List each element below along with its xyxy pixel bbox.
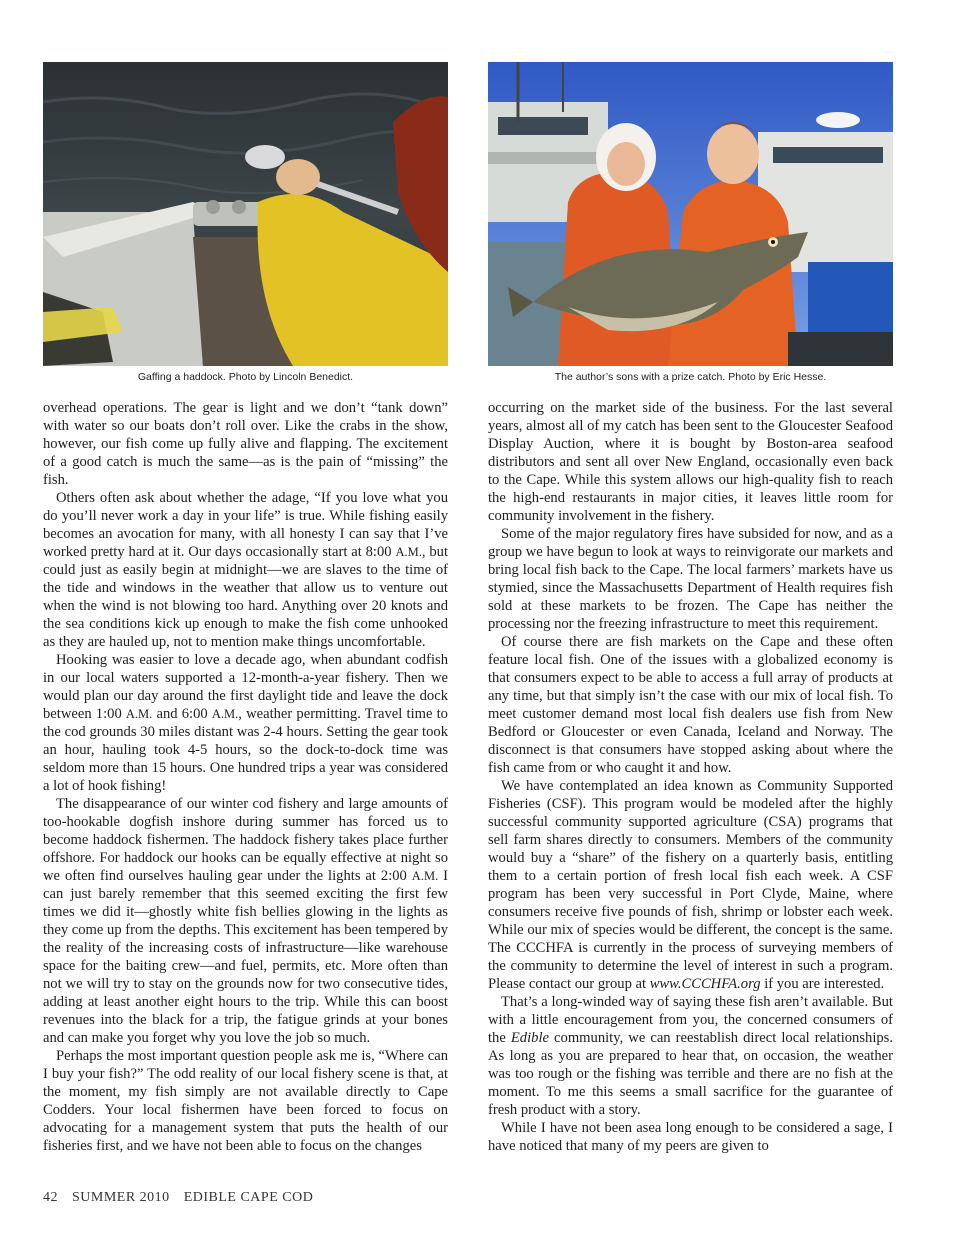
paragraph bbox=[488, 993, 893, 1119]
publication-label: EDIBLE CAPE COD bbox=[183, 1190, 314, 1205]
article-column-right bbox=[488, 399, 893, 1189]
photo-caption-left: Gaffing a haddock. Photo by Lincoln Benedict. bbox=[137, 371, 354, 383]
time-abbrev: A.M. bbox=[395, 545, 422, 559]
page-number: 42 bbox=[43, 1190, 58, 1205]
issue-label: SUMMER 2010 bbox=[72, 1190, 170, 1205]
page-footer bbox=[43, 1190, 327, 1206]
website-url[interactable]: www.CCCHFA.org bbox=[649, 976, 761, 992]
paragraph: occurring on the market side of the business. For the last several years, almost all of my catch has been sent to the Gloucester Seafood Display Auction, where it is bought by Boston-area seafood distributors and sent all over New England, occasionally even back to the Cape. While this system allows our high-quality fish to reach the high-end restaurants in major cities, it leaves little room for community involvement in the fishery. bbox=[488, 400, 893, 524]
time-abbrev: A.M. bbox=[411, 869, 439, 883]
paragraph bbox=[43, 795, 448, 1047]
paragraph-text: The disappearance of our winter cod fishery and large amounts of too-hookable dogfish inshore during summer has forced us to become haddock fishermen. The haddock fishery takes place further offshore. For haddock our hooks can be equally effective at night so we often find ourselves hauling gear under the lights at 2:00 bbox=[43, 796, 448, 884]
photo-gaffing-haddock bbox=[43, 62, 448, 366]
paragraph-text: and 6:00 bbox=[152, 706, 212, 722]
photo-caption-right: The author’s sons with a prize catch. Photo by Eric Hesse. bbox=[554, 371, 827, 383]
paragraph: While I have not been asea long enough to be considered a sage, I have noticed that many of my peers are given to bbox=[488, 1120, 893, 1154]
paragraph-text: community, we can reestablish direct local relationships. As long as you are prepared to hear that, on occasion, the weather was too rough or the fishing was terrible and there are no fish at the moment. To me this seems a small sacrifice for the guarantee of fresh product with a story. bbox=[488, 1030, 893, 1118]
paragraph-text: if you are interested. bbox=[760, 976, 885, 992]
paragraph-text: That’s a long-winded way of saying these fish aren’t available. But with a little encouragement from you, the concerned consumers of the bbox=[488, 994, 893, 1046]
paragraph: Some of the major regulatory fires have subsided for now, and as a group we have begun to look at ways to reinvigorate our markets and bring local fish back to the Cape. The local farmers’ markets have us stymied, since the Massachusetts Department of Health requires fish sold at these markets to be frozen. The Cape has neither the processing nor the freezing infrastructure to meet this requirement. bbox=[488, 526, 893, 632]
paragraph-text: , weather permitting. Travel time to the cod grounds 30 miles distant was 2-4 hours. Setting the gear took an hour, hauling took 4-5 hours, so the dock-to-dock time was seldom more than 15 hours. One hundred trips a year was considered a lot of hook fishing! bbox=[43, 706, 448, 794]
publication-name: Edible bbox=[510, 1030, 549, 1046]
paragraph: Of course there are fish markets on the Cape and these often feature local fish. One of the issues with a globalized economy is that consumers expect to be able to access a full array of products at any time, but that simply isn’t the case with our mix of local fish. To meet customer demand most local fish dealers use fish from New Bedford or Gloucester or even Canada, Iceland and Norway. The disconnect is that consumers have stopped asking about where the fish came from or who caught it and how. bbox=[488, 634, 893, 776]
paragraph: Perhaps the most important question people ask me is, “Where can I buy your fish?” The odd reality of our local fishery scene is that, at the moment, my fish simply are not available directly to Cape Codders. Your local fishermen have been forced to focus on advocating for a management system that puts the health of our fisheries first, and we have not been able to focus on the changes bbox=[43, 1048, 448, 1154]
time-abbrev: A.M. bbox=[125, 707, 153, 721]
paragraph-text: We have contemplated an idea known as Community Supported Fisheries (CSF). This program would be modeled after the highly successful community supported agriculture (CSA) programs that sell farm shares directly to consumers. Members of the community would buy a “share” of the fishery on a quarterly basis, entitling them to a certain portion of fresh local fish each week. A CSF program has been very successful in Port Clyde, Maine, where consumers receive five pounds of fish, shrimp or lobster each week. While our mix of species would be different, the concept is the same. The CCCHFA is currently in the process of surveying members of the community to determine the level of interest in such a program. Please contact our group at bbox=[488, 778, 893, 992]
paragraph: overhead operations. The gear is light and we don’t “tank down” with water so our boats don’t roll over. Like the crabs in the show, however, our fish come up fully alive and flapping. The excitement of a good catch is much the same—as is the pain of “missing” the fish. bbox=[43, 400, 448, 488]
paragraph-text: Others often ask about whether the adage, “If you love what you do you’ll never work a day in your life” is true. While fishing easily becomes an avocation for many, with all honesty I can say that I’ve worked pretty hard at it. Our days occasionally start at 8:00 bbox=[43, 490, 448, 560]
paragraph-text: I can just barely remember that this seemed exciting the first few times we did it—ghostly white fish bellies glowing in the lights as they come up from the depths. This excitement has been tempered by the reality of the increasing costs of infrastructure—like warehouse space for the baiting crew—and fuel, permits, etc. More often than not we will try to stay on the grounds now for two consecutive tides, adding at least another eight hours to the trip. While this can boost revenues into the black for a trip, the fatigue grinds at your bones and can make you forget why you love the job so much. bbox=[43, 868, 448, 1046]
paragraph bbox=[43, 489, 448, 651]
photo-prize-catch bbox=[488, 62, 893, 366]
paragraph-text: Hooking was easier to love a decade ago, when abundant codfish in our local waters supported a 12-month-a-year fishery. Then we would plan our day around the first daylight tide and leave the dock between 1:00 bbox=[43, 652, 448, 722]
paragraph-text: , but could just as easily begin at midnight—we are slaves to the time of the tide and windows in the weather that allow us to venture out when the wind is not blowing too hard. Anything over 20 knots and the sea conditions kick up enough to make the fish come unhooked as they are hauled up, not to mention make things uncomfortable. bbox=[43, 544, 448, 650]
time-abbrev: A.M. bbox=[211, 707, 239, 721]
article-column-left bbox=[43, 399, 448, 1189]
paragraph bbox=[43, 651, 448, 795]
paragraph bbox=[488, 777, 893, 993]
